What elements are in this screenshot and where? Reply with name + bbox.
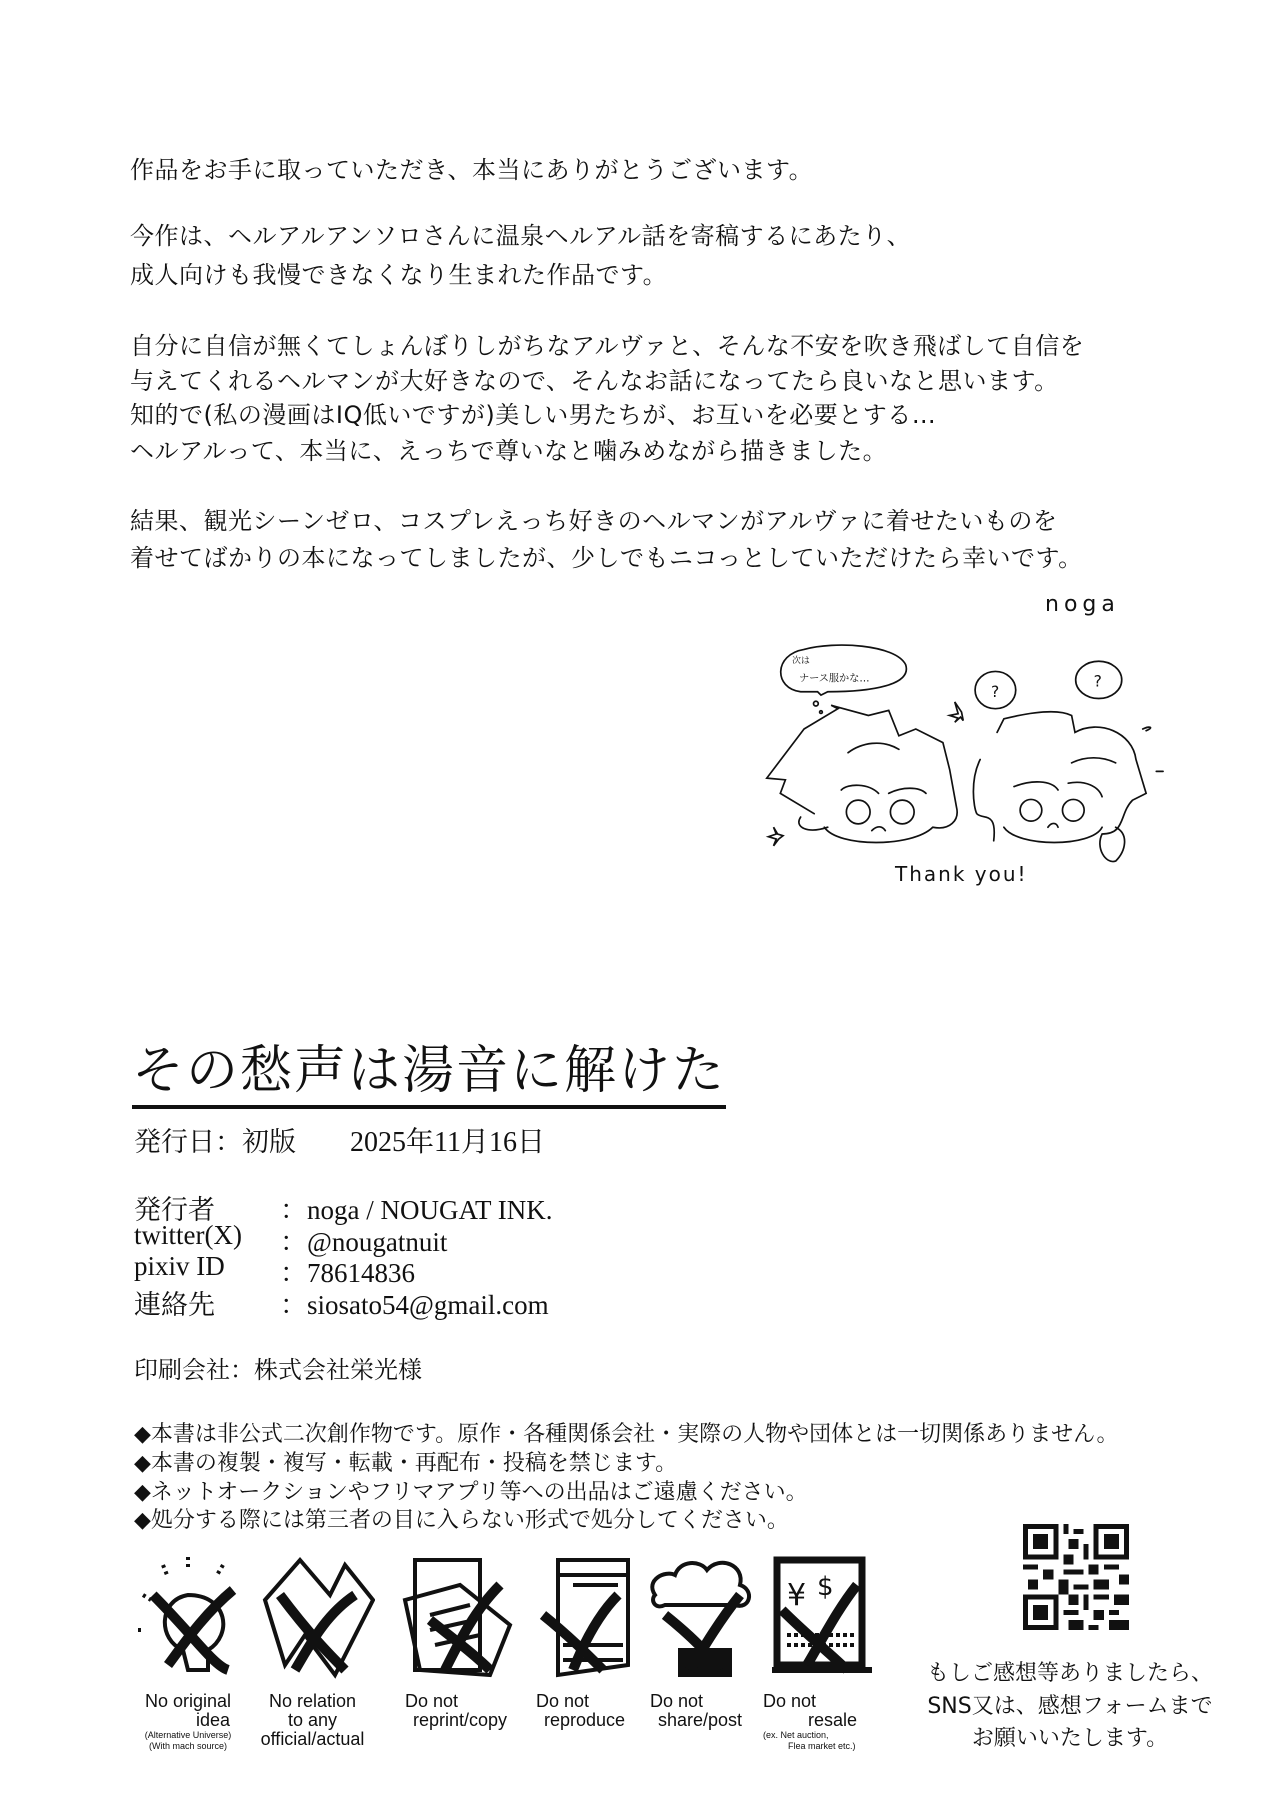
document-icon [400, 1555, 520, 1680]
label-text: reproduce [544, 1710, 626, 1730]
afterword-line: 知的で(私の漫画はIQ低いですが)美しい男たちが、お互いを必要とする… [130, 401, 937, 429]
speech-bubble-text: ナース服かな… [798, 673, 870, 685]
feedback-text: お願いいたします。 [971, 1726, 1169, 1751]
label-do-not-reprint [405, 1692, 530, 1730]
label-note: (Alternative Universe) [144, 1730, 232, 1740]
notice: ◆ネットオークションやフリマアプリ等への出品はご遠慮ください。 [134, 1480, 808, 1505]
qr-code-icon[interactable] [1023, 1524, 1129, 1630]
pixiv-value: ：78614836 [280, 1258, 415, 1288]
sparkle-icon [950, 702, 964, 722]
question-mark: ? [991, 682, 1000, 701]
label-note: Flea market etc.) [788, 1741, 856, 1751]
question-mark: ? [1093, 672, 1102, 691]
author-signature: noga [1045, 592, 1120, 617]
feedback-text: もしご感想等ありましたら、 [926, 1661, 1213, 1686]
label-note: (ex. Net auction, [763, 1730, 829, 1740]
label-note: (With mach source) [148, 1741, 228, 1751]
contact-value: ：siosato54@gmail.com [280, 1290, 549, 1320]
label-text: No original [144, 1691, 232, 1711]
thank-you-caption: Thank you! [895, 862, 1028, 886]
publish-date-label: 発行日：初版 [134, 1127, 296, 1158]
svg-text:¥: ¥ [787, 1578, 807, 1613]
afterword-line: 成人向けも我慢できなくなり生まれた作品です。 [130, 261, 668, 289]
notice: ◆本書は非公式二次創作物です。原作・各種関係会社・実際の人物や団体とは一切関係ありません。 [134, 1422, 1119, 1447]
label-text: resale [808, 1710, 858, 1730]
label-text: idea [195, 1710, 231, 1730]
cloud-upload-icon [645, 1555, 765, 1680]
afterword-line: 与えてくれるヘルマンが大好きなので、そんなお話になってたら良いなと思います。 [130, 367, 1059, 395]
contact-label: 連絡先 [134, 1290, 215, 1320]
printer-info: 印刷会社：株式会社栄光様 [134, 1356, 422, 1384]
label-text: Do not [763, 1691, 817, 1711]
label-text: Do not [650, 1691, 704, 1711]
book-title: その愁声は湯音に解けた [132, 1028, 726, 1109]
label-do-not-share [650, 1692, 760, 1730]
afterword-line: 作品をお手に取っていただき、本当にありがとうございます。 [130, 156, 814, 184]
label-do-not-resale [763, 1692, 868, 1752]
pixiv-label: pixiv ID [134, 1251, 225, 1281]
publisher-value: ：noga / NOUGAT INK. [280, 1195, 553, 1225]
label-text: reprint/copy [413, 1710, 508, 1730]
twitter-label: twitter(X) [134, 1220, 242, 1250]
sparkle-icon [768, 827, 783, 846]
lightbulb-icon [133, 1555, 253, 1680]
label-text: to any [287, 1710, 338, 1730]
label-do-not-reproduce [536, 1692, 646, 1730]
afterword-line: 自分に自信が無くてしょんぼりしがちなアルヴァと、そんな不安を吹き飛ばして自信を [130, 332, 1085, 360]
label-no-relation [250, 1692, 375, 1749]
twitter-value: ：@nougatnuit [280, 1227, 448, 1257]
afterword-line: 今作は、ヘルアルアンソロさんに温泉ヘルアル話を寄稿するにあたり、 [130, 222, 912, 250]
speech-bubble [781, 645, 907, 695]
publisher-label: 発行者 [134, 1195, 215, 1225]
speech-bubble-text: 次は [792, 655, 810, 666]
label-text: No relation [268, 1691, 357, 1711]
notice: ◆本書の複製・複写・転載・再配布・投稿を禁じます。 [134, 1451, 678, 1476]
notice: ◆処分する際には第三者の目に入らない形式で処分してください。 [134, 1508, 789, 1533]
svg-text:$: $ [817, 1572, 834, 1602]
afterword-line: ヘルアルって、本当に、えっちで尊いなと噛みめながら描きました。 [130, 437, 888, 465]
label-text: official/actual [260, 1729, 365, 1749]
afterword-line: 結果、観光シーンゼロ、コスプレえっち好きのヘルマンがアルヴァに着せたいものを [130, 507, 1058, 535]
label-text: Do not [405, 1691, 459, 1711]
feedback-text: SNS又は、感想フォームまで [927, 1694, 1213, 1719]
label-text: Do not [536, 1691, 590, 1711]
copier-icon [528, 1555, 648, 1680]
afterword-line: 着せてばかりの本になってしましたが、少しでもニコっとしていただけたら幸いです。 [130, 544, 1083, 572]
laptop-money-icon [762, 1555, 882, 1680]
label-text: share/post [658, 1710, 743, 1730]
publish-date: 2025年11月16日 [350, 1127, 545, 1158]
map-icon [255, 1555, 375, 1680]
label-no-original-idea [133, 1692, 243, 1752]
